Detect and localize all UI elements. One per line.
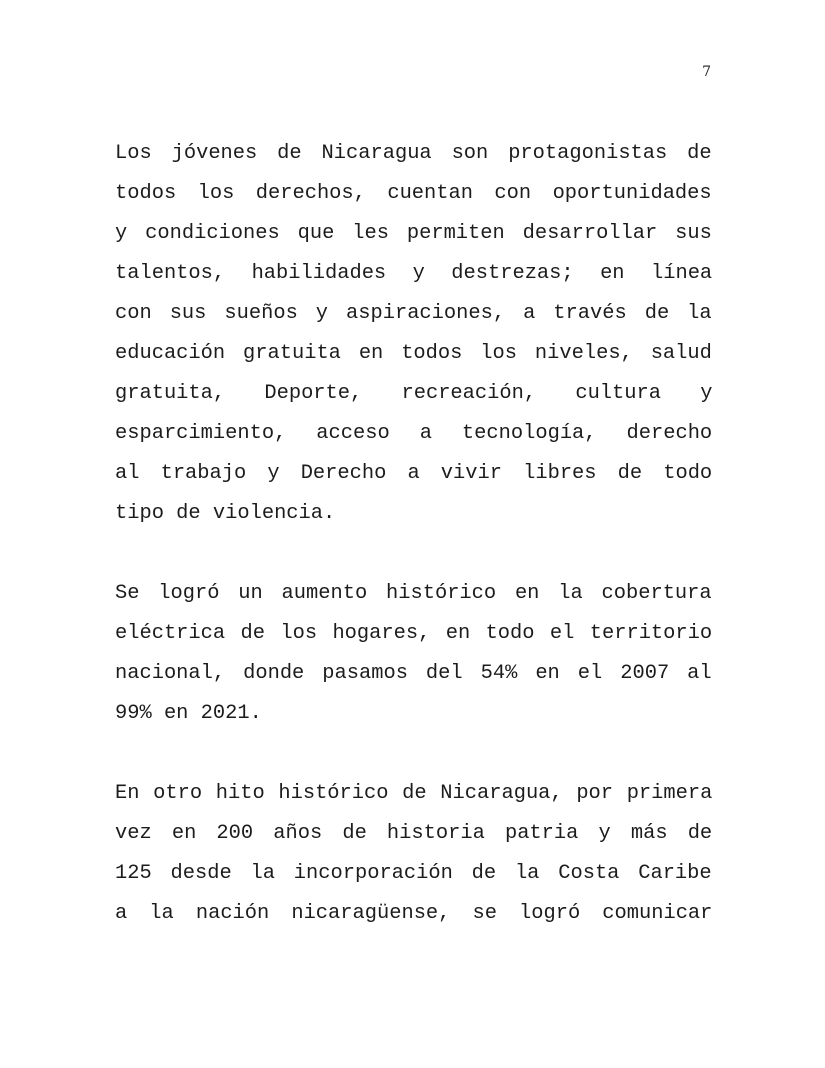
text-line: gratuita, Deporte, recreación, cultura y (115, 382, 713, 405)
text-line: Los jóvenes de Nicaragua son protagonistas de (115, 142, 712, 165)
text-line: al trabajo y Derecho a vivir libres de todo (115, 462, 713, 485)
page-number: 7 (702, 64, 711, 80)
text-line: 125 desde la incorporación de la Costa Caribe (115, 862, 712, 885)
text-line: En otro hito histórico de Nicaragua, por primera (115, 782, 713, 805)
text-line: Se logró un aumento histórico en la cobertura (115, 582, 712, 605)
text-line: esparcimiento, acceso a tecnología, derecho (115, 422, 713, 445)
text-line: con sus sueños y aspiraciones, a través de la (115, 302, 712, 325)
text-line: vez en 200 años de historia patria y más de (115, 822, 713, 845)
text-line: educación gratuita en todos los niveles, salud (115, 342, 712, 365)
paragraph-caribbean-coast (115, 774, 712, 934)
text-line: a la nación nicaragüense, se logró comunicar (115, 902, 713, 925)
text-line: y condiciones que les permiten desarrollar sus (115, 222, 712, 245)
paragraph-youth-rights (115, 134, 712, 534)
text-line: eléctrica de los hogares, en todo el territorio (115, 622, 713, 645)
text-line: tipo de violencia. (115, 502, 336, 525)
body-text (115, 134, 712, 974)
text-line: 99% en 2021. (115, 702, 262, 725)
paragraph-electric-coverage (115, 574, 712, 734)
text-line: nacional, donde pasamos del 54% en el 2007 al (115, 662, 712, 685)
text-line: talentos, habilidades y destrezas; en línea (115, 262, 713, 285)
text-line: todos los derechos, cuentan con oportunidades (115, 182, 712, 205)
